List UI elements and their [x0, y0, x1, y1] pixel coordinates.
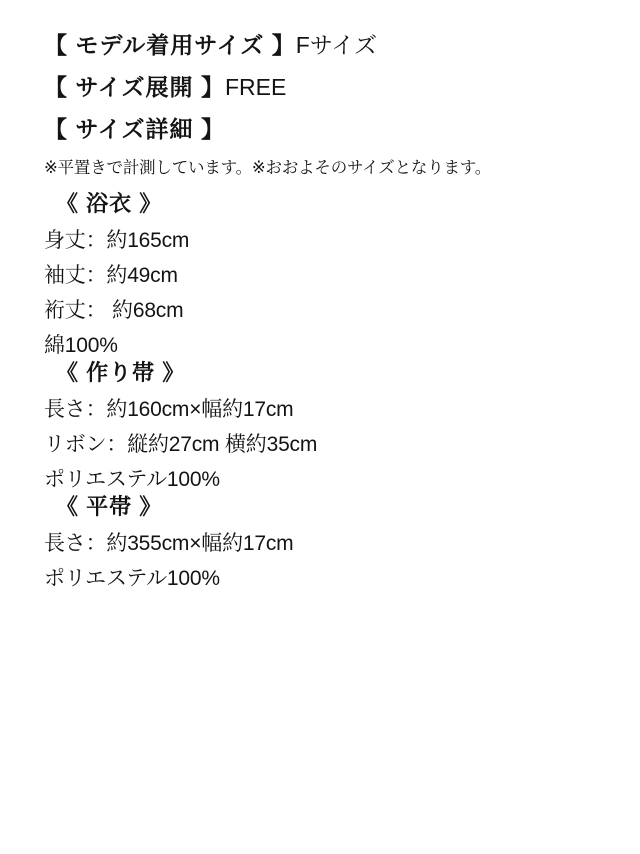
spec-item: 身丈：約165cm: [44, 228, 190, 252]
spec-item: ポリエステル100%: [44, 467, 220, 491]
model-size-label: 【 モデル着用サイズ 】: [44, 32, 296, 58]
size-range-value: FREE: [224, 74, 287, 100]
spec-item: 裄丈： 約68cm: [44, 298, 184, 322]
section-title: 《 平帯 》: [56, 493, 163, 519]
section-tsukuriobi: [44, 359, 596, 491]
size-range-label: 【 サイズ展開 】: [44, 74, 225, 100]
model-size-value: Fサイズ: [295, 32, 378, 58]
section-yukata: [44, 190, 596, 357]
model-size-line: [44, 34, 596, 57]
section-title: 《 浴衣 》: [56, 190, 163, 216]
measurement-note: ※平置きで計測しています。※おおよそのサイズとなります。: [44, 159, 492, 177]
size-detail-label: 【 サイズ詳細 】: [44, 116, 225, 142]
spec-item: リボン：縦約27cm 横約35cm: [44, 432, 318, 456]
spec-item: 長さ：約160cm×幅約17cm: [44, 397, 294, 421]
spec-item: 綿100%: [44, 333, 118, 357]
spec-item: 長さ：約355cm×幅約17cm: [44, 531, 294, 555]
spec-item: 袖丈：約49cm: [44, 263, 178, 287]
section-title: 《 作り帯 》: [56, 359, 186, 385]
size-range-line: [44, 76, 596, 99]
spec-item: ポリエステル100%: [44, 566, 220, 590]
section-hiraobi: [44, 493, 596, 590]
size-detail-line: [44, 118, 596, 141]
